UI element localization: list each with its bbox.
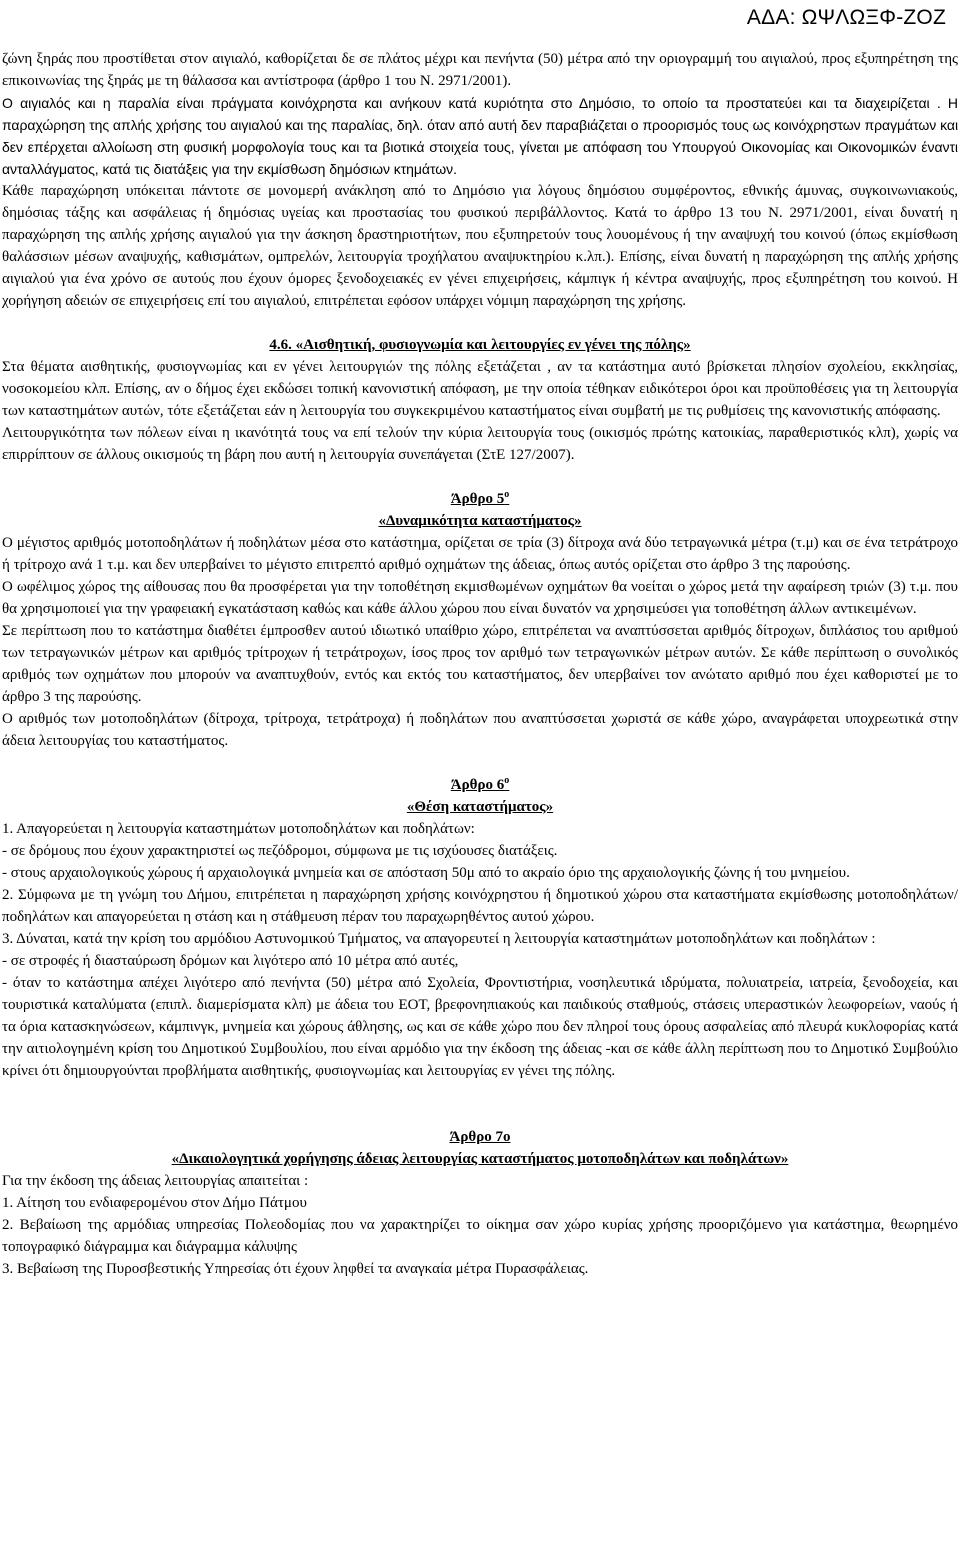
- article-7-item-2: 2. Βεβαίωση της αρμόδιας υπηρεσίας Πολεοδομίας που να χαρακτηρίζει το οίκημα σαν χώρο κυρίας χρήσης προοριζόμενο για κατάστημα, θεωρημένο τοπογραφικό διάγραμμα και διάγραμμα κάλυψης: [2, 1217, 958, 1255]
- article-6-title-ordinal: ο: [504, 775, 510, 786]
- article-6-item-1: 1. Απαγορεύεται η λειτουργία καταστημάτων μοτοποδηλάτων και ποδηλάτων:: [2, 821, 475, 837]
- article-7-item-3: 3. Βεβαίωση της Πυροσβεστικής Υπηρεσίας ότι έχουν ληφθεί τα αναγκαία μέτρα Πυρασφάλειας.: [2, 1261, 589, 1277]
- article-6-item-3a: - σε στροφές ή διασταύρωση δρόμων και λιγότερο από 10 μέτρα από αυτές,: [2, 953, 459, 969]
- ada-label: ΑΔΑ: ΩΨΛΩΞΦ-ΖΟΖ: [746, 6, 946, 29]
- paragraph-coastal-zone: ζώνη ξηράς που προστίθεται στον αιγιαλό, καθορίζεται δε σε πλάτος μέχρι και πενήντα (50) μέτρα από την οριογραμμή του αιγιαλού, προς εξυπηρέτηση της επικοινωνίας της ξηράς με τη θάλασσα και αντίστροφα (άρθρο 1 του Ν. 2971/2001).: [2, 51, 958, 89]
- article-5-paragraph-1: Ο μέγιστος αριθμός μοτοποδηλάτων ή ποδηλάτων μέσα στο κατάστημα, ορίζεται σε τρία (3) δίτροχα ανά δύο τετραγωνικά μέτρα (τ.μ) και σε ένα τετράτροχο ή τρίτροχο ανά 1 τ.μ. και δεν υπερβαίνει το μέγιστο επιτρεπτό αριθμό οχημάτων της άδειας, όπως αυτός ορίζεται στο άρθρο 3 της παρούσης.: [2, 535, 958, 573]
- article-6-item-3: 3. Δύναται, κατά την κρίση του αρμόδιου Αστυνομικού Τμήματος, να απαγορευτεί η λειτουργία καταστημάτων μοτοποδηλάτων και ποδηλάτων :: [2, 931, 876, 947]
- article-5-title-text: Άρθρο 5: [450, 491, 505, 507]
- article-6-item-3b: - όταν το κατάστημα απέχει λιγότερο από πενήντα (50) μέτρα από Σχολεία, Φροντιστήρια, νοσηλευτικά ιδρύματα, πολυιατρεία, ιατρεία, ξενοδοχεία, και τουριστικά καταλύματα (επιπλ. διαμερίσματα κλπ) με άδεια του ΕΟΤ, βρεφονηπιακούς και παιδικούς σταθμούς, στάσεις υπεραστικών λεωφορείων, ναούς ή τα όρια κατασκηνώσεων, κάμπινγκ, μνημεία και χώρους άθλησης, ως και σε κάθε χώρο που δεν πληροί τους όρους ασφαλείας από πλευρά κυκλοφορίας κατά την αιτιολογημένη κρίση του Δημοτικού Συμβουλίου, που είναι αρμόδιο για την έκδοση της άδειας -και σε κάθε άλλη περίπτωση που το Δημοτικό Συμβούλιο κρίνει ότι δημιουργούνται προβλήματα αισθητικής, φυσιογνωμίας και λειτουργίας εν γένει της πόλης.: [2, 975, 958, 1079]
- article-7-subtitle: «Δικαιολογητικά χορήγησης άδειας λειτουργίας καταστήματος μοτοποδηλάτων και ποδηλάτων»: [171, 1151, 789, 1167]
- article-6-item-2: 2. Σύμφωνα με τη γνώμη του Δήμου, επιτρέπεται η παραχώρηση χρήσης κοινόχρηστου ή δημοτικού χώρου στα καταστήματα εκμίσθωσης μοτοποδηλάτων/ποδηλάτων και απαγορεύεται η στάση και η στάθμευση πέραν του παραχωρηθέντος αυτού χώρου.: [2, 887, 958, 925]
- article-5-title: [2, 488, 958, 510]
- article-5-paragraph-3: Σε περίπτωση που το κατάστημα διαθέτει έμπροσθεν αυτού ιδιωτικό υπαίθριο χώρο, επιτρέπεται να αναπτύσσεται αριθμός δίτροχων, διπλάσιος του αριθμού των τετραγωνικών μέτρων και αριθμός τρίτροχων ή τετράτροχων, ίσος προς τον αριθμό των τετραγωνικών μέτρων αυτών. Σε κάθε περίπτωση ο συνολικός αριθμός των οχημάτων που μπορούν να αναπτυχθούν, εντός και εκτός του καταστήματος, δεν υπερβαίνει τον ανώτατο αριθμό που έχει καθοριστεί με το άρθρο 3 της παρούσης.: [2, 623, 958, 705]
- article-5-subtitle: «Δυναμικότητα καταστήματος»: [378, 513, 582, 529]
- article-6-title-text: Άρθρο 6: [450, 777, 505, 793]
- article-5-paragraph-4: Ο αριθμός των μοτοποδηλάτων (δίτροχα, τρίτροχα, τετράτροχα) ή ποδηλάτων που αναπτύσσεται χωριστά σε κάθε χώρο, αναγράφεται υποχρεωτικά στην άδεια λειτουργίας του καταστήματος.: [2, 711, 958, 749]
- section-4-6-paragraph-1: Στα θέματα αισθητικής, φυσιογνωμίας και εν γένει λειτουργιών της πόλης εξετάζεται , αν τα κατάστημα αυτό βρίσκεται πλησίον σχολείου, εκκλησίας, νοσοκομείου κλπ. Επίσης, αν ο δήμος έχει εκδώσει τοπική κανονιστική απόφαση, με την οποία τέθηκαν ειδικότεροι όροι και προϋποθέσεις για τη λειτουργία των καταστημάτων αυτών, τότε εξετάζεται εάν η λειτουργία του συγκεκριμένου καταστήματος είναι συμβατή με τις ρυθμίσεις της κανονιστικής απόφασης.: [2, 359, 958, 419]
- article-5-title-ordinal: ο: [504, 489, 510, 500]
- article-7-item-1: 1. Αίτηση του ενδιαφερομένου στον Δήμο Πάτμου: [2, 1195, 307, 1211]
- section-4-6-title: 4.6. «Αισθητική, φυσιογνωμία και λειτουργίες εν γένει της πόλης»: [269, 337, 691, 353]
- article-5-paragraph-2: Ο ωφέλιμος χώρος της αίθουσας που θα προσφέρεται για την τοποθέτηση εκμισθωμένων οχημάτων θα νοείται ο χώρος μετά την αφαίρεση τριών (3) τ.μ. που θα χρησιμοποιεί για την γραφειακή εγκατάσταση καθώς και κάθε άλλου χώρου που είναι δυνατόν να χρησιμεύσει για τοποθέτηση άλλων αντικειμένων.: [2, 579, 958, 617]
- section-4-6-paragraph-2: Λειτουργικότητα των πόλεων είναι η ικανότητά τους να επί τελούν την κύρια λειτουργία τους (οικισμός πρώτης κατοικίας, παραθεριστικός κλπ), χωρίς να επιρρίπτουν σε άλλους οικισμούς τη βάρη που αυτή η λειτουργία συνεπάγεται (ΣτΕ 127/2007).: [2, 425, 958, 463]
- article-6-subtitle: «Θέση καταστήματος»: [406, 799, 554, 815]
- document-page: [0, 48, 960, 1280]
- paragraph-coast-ownership: Ο αιγιαλός και η παραλία είναι πράγματα κοινόχρηστα και ανήκουν κατά κυριότητα στο Δημόσιο, το οποίο τα προστατεύει και τα διαχειρίζεται . Η παραχώρηση της απλής χρήσης του αιγιαλού και της παραλίας, δηλ. όταν από αυτή δεν παραβιάζεται ο προορισμός τους ως κοινόχρηστων πραγμάτων και δεν επέρχεται αλλοίωση στη φυσική μορφολογία τους και τα βιοτικά στοιχεία τους, γίνεται με απόφαση του Υπουργού Οικονομίας και Οικονομικών έναντι ανταλλάγματος, κατά τις διατάξεις για την εκμίσθωση δημόσιων κτημάτων.: [2, 95, 958, 177]
- article-7-intro: Για την έκδοση της άδειας λειτουργίας απαιτείται :: [2, 1173, 309, 1189]
- article-6-item-1b: - στους αρχαιολογικούς χώρους ή αρχαιολογικά μνημεία και σε απόσταση 50μ από το ακραίο όριο της αρχαιολογικής ζώνης ή του μνημείου.: [2, 865, 850, 881]
- article-7-title: Άρθρο 7ο: [449, 1129, 511, 1145]
- article-6-title: [2, 774, 958, 796]
- article-6-item-1a: - σε δρόμους που έχουν χαρακτηριστεί ως πεζόδρομοι, σύμφωνα με τις ισχύουσες διατάξεις.: [2, 843, 558, 859]
- paragraph-concession: Κάθε παραχώρηση υπόκειται πάντοτε σε μονομερή ανάκληση από το Δημόσιο για λόγους δημόσιου συμφέροντος, εθνικής άμυνας, συγκοινωνιακούς, δημόσιας τάξης και ασφάλειας ή δημόσιας υγείας και προστασίας του φυσικού περιβάλλοντος. Κατά το άρθρο 13 του Ν. 2971/2001, είναι δυνατή η παραχώρηση της απλής χρήσης αιγιαλού για την άσκηση δραστηριοτήτων, που εξυπηρετούν τους λουομένους ή την αναψυχή του κοινού (όπως εκμίσθωση θαλάσσιων μέσων αναψυχής, καθισμάτων, ομπρελών, λειτουργία τροχήλατου αναψυκτηρίου κ.λπ.). Επίσης, είναι δυνατή η παραχώρηση της απλής χρήσης αιγιαλού για ένα χρόνο σε αυτούς που έχουν όμορες ξενοδοχειακές εν γένει επιχειρήσεις, κάμπιγκ ή κέντρα αναψυχής, προς εξυπηρέτηση του κοινού. Η χορήγηση αδειών σε επιχειρήσεις επί του αιγιαλού, επιτρέπεται εφόσον υπάρχει νόμιμη παραχώρηση της χρήσης.: [2, 183, 958, 309]
